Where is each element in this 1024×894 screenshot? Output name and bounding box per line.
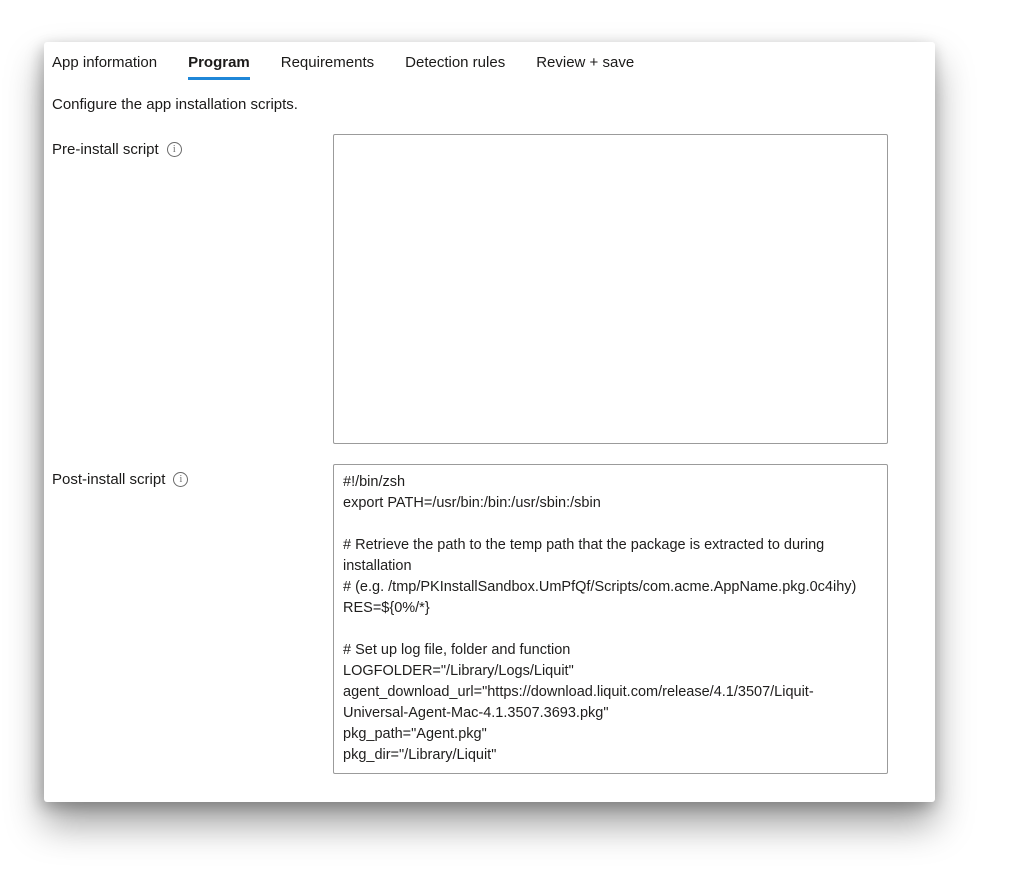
tab-review-save[interactable]: Review + save [536,54,635,71]
post-install-label-group [52,464,333,488]
post-install-label: Post-install script [52,471,166,488]
post-install-script-input[interactable] [333,464,888,774]
post-install-row [44,464,935,774]
script-form [44,134,935,774]
tab-bar [44,42,935,80]
pre-install-script-input[interactable] [333,134,888,444]
pre-install-label: Pre-install script [52,141,159,158]
page-subtitle: Configure the app installation scripts. [52,96,298,113]
tab-requirements[interactable]: Requirements [280,54,375,71]
info-icon[interactable]: i [167,142,182,157]
tab-app-information[interactable]: App information [52,54,158,71]
tab-program[interactable]: Program [188,54,250,80]
pre-install-label-group [52,134,333,158]
tab-detection-rules[interactable]: Detection rules [405,54,506,71]
info-icon[interactable]: i [173,472,188,487]
pre-install-row [44,134,935,444]
app-config-card [44,42,935,802]
